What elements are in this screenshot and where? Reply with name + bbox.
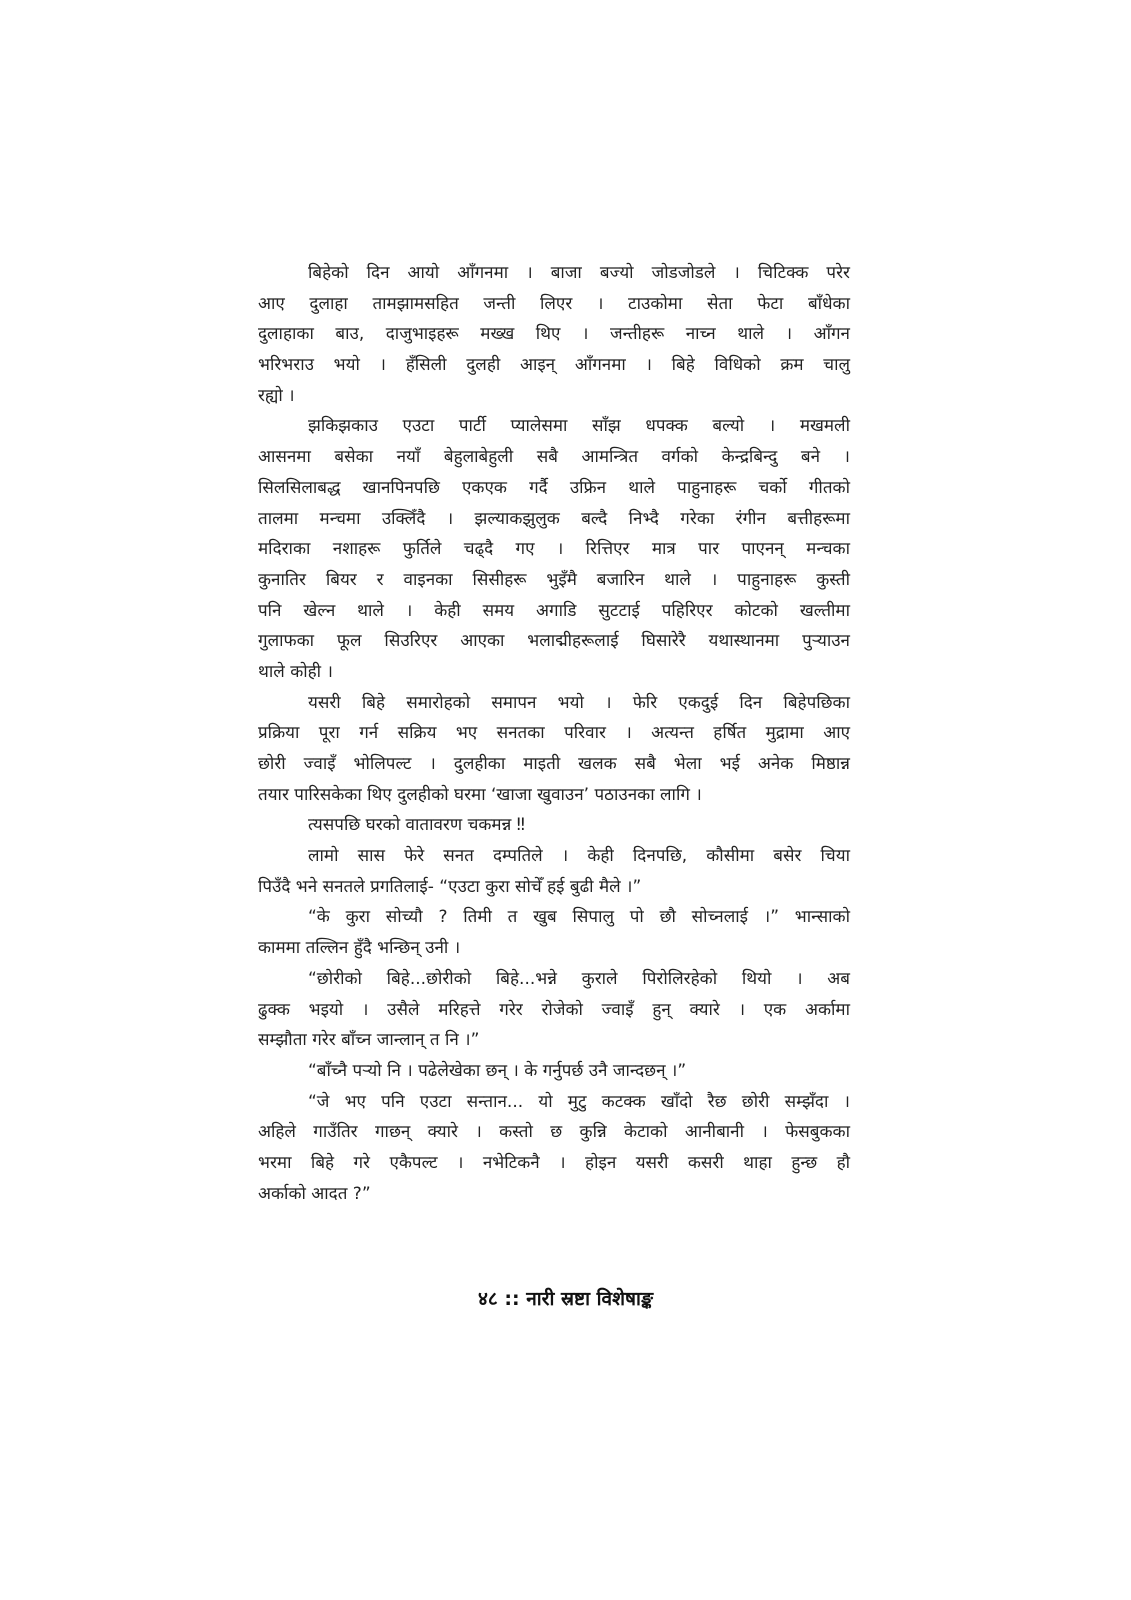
text-line: भरिभराउ भयो । हँसिली दुलही आइन् आँगनमा । बिहे विधिको क्रम चालु — [258, 355, 850, 376]
paragraph — [258, 411, 850, 687]
text-line: काममा तल्लिन हुँदै भन्छिन् उनी । — [258, 938, 461, 959]
text-line: मदिराका नशाहरू फुर्तिले चढ्दै गए । रित्तिएर मात्र पार पाएनन् मन्चका — [258, 539, 850, 560]
text-line: “बाँच्नै पऱ्यो नि । पढेलेखेका छन् । के गर्नुपर्छ उनै जान्दछन् ।” — [308, 1060, 687, 1081]
text-line: पिउँदै भने सनतले प्रगतिलाई- “एउटा कुरा सोचेँ हई बुढी मैले ।” — [258, 876, 642, 897]
text-line: अहिले गाउँतिर गाछन् क्यारे । कस्तो छ कुन्नि केटाको आनीबानी । फेसबुकका — [258, 1122, 850, 1143]
page-footer: ४८ :: नारी स्रष्टा विशेषाङ्क — [478, 1288, 653, 1310]
body-text — [258, 258, 850, 1209]
text-line: बिहेको दिन आयो आँगनमा । बाजा बज्यो जोडजोडले । चिटिक्क परेर — [308, 263, 850, 283]
text-line: सिलसिलाबद्ध खानपिनपछि एकएक गर्दै उफ्रिन थाले पाहुनाहरू चर्को गीतको — [258, 477, 850, 498]
paragraph — [258, 1087, 850, 1210]
text-line: सम्झौता गरेर बाँच्न जान्लान् त नि ।” — [258, 1030, 480, 1051]
text-line: आए दुलाहा तामझामसहित जन्ती लिएर । टाउकोमा सेता फेटा बाँधेका — [258, 293, 850, 314]
text-line: “छोरीको बिहे...छोरीको बिहे...भन्ने कुराले पिरोलिरहेको थियो । अब — [308, 968, 850, 989]
paragraph — [258, 902, 850, 963]
text-line: यसरी बिहे समारोहको समापन भयो । फेरि एकदुई दिन बिहेपछिका — [308, 692, 850, 713]
text-line: “के कुरा सोच्यौ ? तिमी त खुब सिपालु पो छौ सोच्नलाई ।” भान्साको — [308, 907, 850, 928]
text-line: तयार पारिसकेका थिए दुलहीको घरमा ‘खाजा खुवाउन’ पठाउनका लागि । — [258, 784, 702, 805]
text-line: पनि खेल्न थाले । केही समय अगाडि सुटटाई पहिरिएर कोटको खल्तीमा — [258, 600, 850, 621]
text-line: गुलाफका फूल सिउरिएर आएका भलाद्मीहरूलाई घिसारेरै यथास्थानमा पुऱ्याउन — [258, 631, 850, 652]
text-line: आसनमा बसेका नयाँ बेहुलाबेहुली सबै आमन्त्रित वर्गको केन्द्रबिन्दु बने । — [258, 447, 850, 468]
text-line: दुलाहाका बाउ, दाजुभाइहरू मख्ख थिए । जन्तीहरू नाच्न थाले । आँगन — [258, 324, 850, 345]
text-line: थाले कोही । — [258, 661, 333, 682]
text-line: प्रक्रिया पूरा गर्न सक्रिय भए सनतका परिवार । अत्यन्त हर्षित मुद्रामा आए — [258, 723, 850, 744]
paragraph — [258, 841, 850, 902]
text-line: झकिझकाउ एउटा पार्टी प्यालेसमा साँझ धपक्क बल्यो । मखमली — [308, 416, 850, 437]
text-line: रह्यो । — [258, 385, 295, 406]
text-line: छोरी ज्वाइँ भोलिपल्ट । दुलहीका माइती खलक सबै भेला भई अनेक मिष्ठान्न — [258, 754, 850, 774]
paragraph — [258, 1056, 850, 1087]
text-line: “जे भए पनि एउटा सन्तान... यो मुटु कटक्क खाँदो रैछ छोरी सम्झँदा । — [308, 1091, 850, 1112]
text-line: भरमा बिहे गरे एकैपल्ट । नभेटिकनै । होइन यसरी कसरी थाहा हुन्छ हौ — [258, 1152, 850, 1173]
paragraph — [258, 810, 850, 841]
paragraph — [258, 964, 850, 1056]
text-line: ढुक्क भइयो । उसैले मरिहत्ते गरेर रोजेको ज्वाइँ हुन् क्यारे । एक अर्कामा — [258, 999, 850, 1020]
paragraph — [258, 258, 850, 411]
text-line: तालमा मन्चमा उक्लिँदै । झल्याकझुलुक बल्दै निभ्दै गरेका रंगीन बत्तीहरूमा — [258, 508, 850, 529]
text-line: त्यसपछि घरको वातावरण चकमन्न ‼ — [308, 815, 525, 836]
text-line: अर्काको आदत ?” — [258, 1183, 371, 1204]
paragraph — [258, 688, 850, 811]
text-line: लामो सास फेरे सनत दम्पतिले । केही दिनपछि, कौसीमा बसेर चिया — [308, 846, 850, 867]
text-line: कुनातिर बियर र वाइनका सिसीहरू भुइँमै बजारिन थाले । पाहुनाहरू कुस्ती — [258, 569, 850, 590]
